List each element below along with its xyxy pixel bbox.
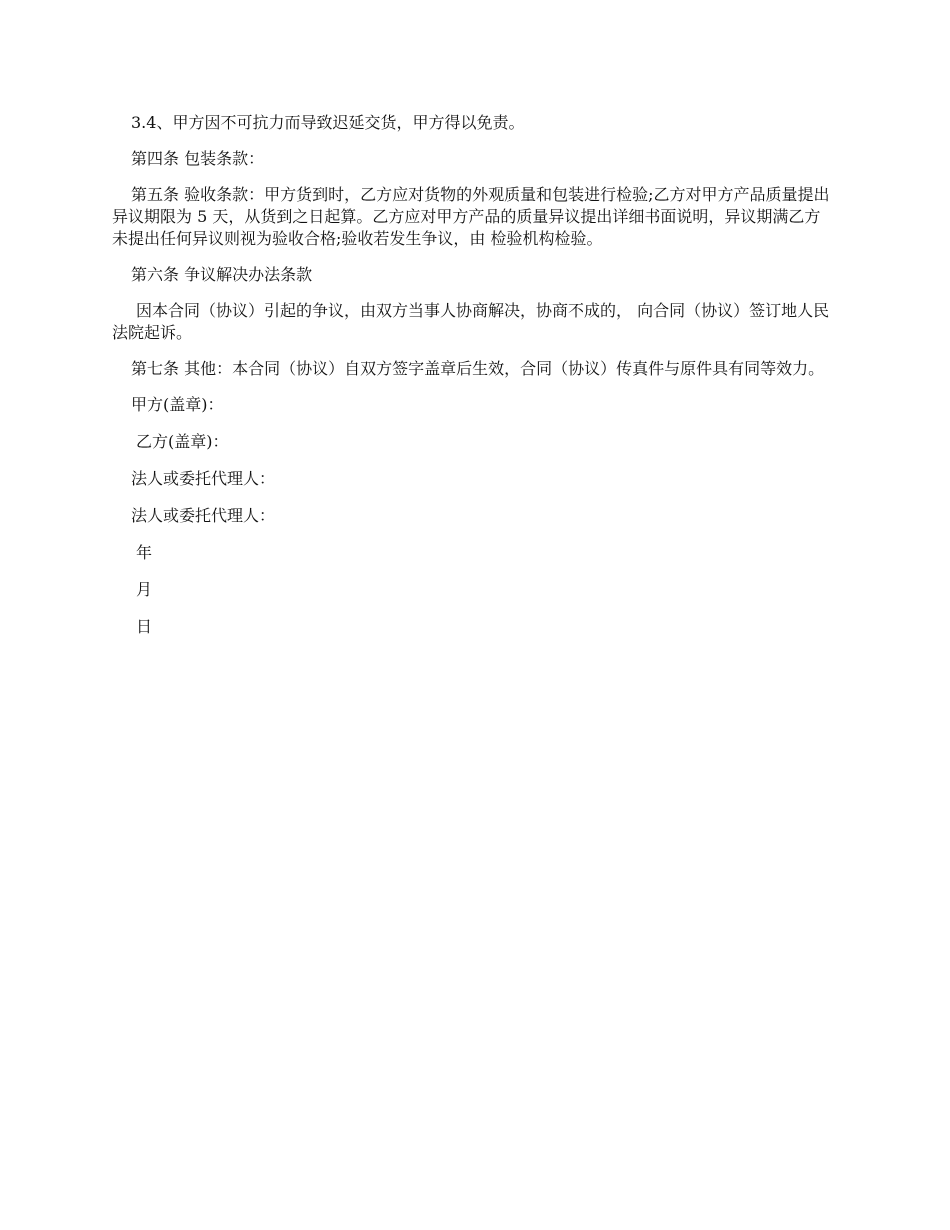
clause-3-4: 3.4、甲方因不可抗力而导致迟延交货，甲方得以免责。: [131, 113, 525, 132]
legal-rep-b: 法人或委托代理人：: [131, 506, 276, 525]
clause-4-heading: 第四条 包装条款：: [131, 149, 265, 168]
party-a-seal: 甲方(盖章)：: [131, 395, 224, 414]
party-b-seal: 乙方(盖章)：: [136, 432, 229, 451]
date-month: 月: [136, 580, 153, 599]
date-day: 日: [136, 617, 153, 636]
document-body: [112, 112, 832, 653]
clause-6-dispute: 因本合同（协议）引起的争议，由双方当事人协商解决，协商不成的， 向合同（协议）签订地人民法院起诉。: [112, 301, 830, 342]
legal-rep-a: 法人或委托代理人：: [131, 469, 276, 488]
clause-6-heading: 第六条 争议解决办法条款: [131, 265, 313, 284]
clause-7-other: 第七条 其他：本合同（协议）自双方签字盖章后生效，合同（协议）传真件与原件具有同等效力。: [131, 359, 825, 378]
clause-5-inspection: 第五条 验收条款：甲方货到时，乙方应对货物的外观质量和包装进行检验;乙方对甲方产品质量提出异议期限为 5 天，从货到之日起算。乙方应对甲方产品的质量异议提出详细书面说明，异议期满乙方未提出任何异议则视为验收合格;验收若发生争议，由 检验机构检验。: [112, 185, 830, 248]
date-year: 年: [136, 543, 153, 562]
